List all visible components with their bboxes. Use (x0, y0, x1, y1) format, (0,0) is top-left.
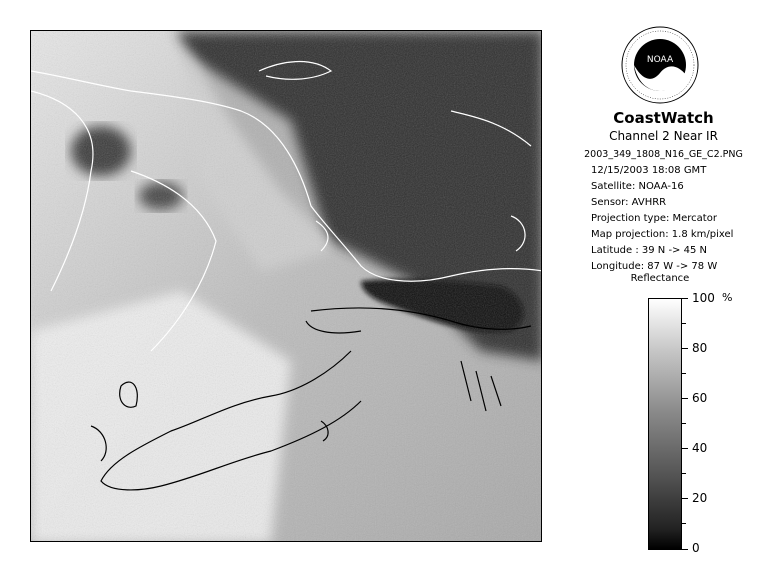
tick-minor (682, 373, 686, 374)
legend-title: Reflectance (630, 273, 690, 284)
tick-label-60: 60 (692, 391, 708, 405)
tick-major (682, 498, 688, 499)
reflectance-colorbar (648, 298, 682, 550)
texture-noise (31, 31, 542, 542)
satellite-label: Satellite: NOAA-16 (591, 181, 684, 192)
tick-major (682, 549, 688, 550)
tick-minor (682, 423, 686, 424)
satellite-image (30, 30, 542, 542)
noaa-logo-icon (620, 25, 700, 105)
tick-label-100: 100 (692, 291, 715, 305)
sensor-label: Sensor: AVHRR (591, 197, 667, 208)
tick-major (682, 398, 688, 399)
legend-unit: % (722, 291, 733, 304)
svg-text:NOAA: NOAA (646, 55, 674, 65)
app-title: CoastWatch (613, 109, 714, 127)
tick-minor (682, 323, 686, 324)
longitude-label: Longitude: 87 W -> 78 W (591, 261, 718, 272)
tick-label-40: 40 (692, 441, 708, 455)
tick-label-20: 20 (692, 491, 708, 505)
latitude-label: Latitude : 39 N -> 45 N (591, 245, 707, 256)
map-projection-label: Map projection: 1.8 km/pixel (591, 229, 734, 240)
tick-major (682, 448, 688, 449)
tick-major (682, 298, 688, 299)
tick-major (682, 348, 688, 349)
tick-label-0: 0 (692, 541, 700, 555)
projection-type-label: Projection type: Mercator (591, 213, 717, 224)
satellite-imagery-svg (31, 31, 542, 542)
tick-minor (682, 523, 686, 524)
channel-subtitle: Channel 2 Near IR (609, 129, 718, 143)
filename-label: 2003_349_1808_N16_GE_C2.PNG (584, 149, 743, 160)
tick-minor (682, 473, 686, 474)
datetime-label: 12/15/2003 18:08 GMT (591, 165, 707, 176)
tick-label-80: 80 (692, 341, 708, 355)
